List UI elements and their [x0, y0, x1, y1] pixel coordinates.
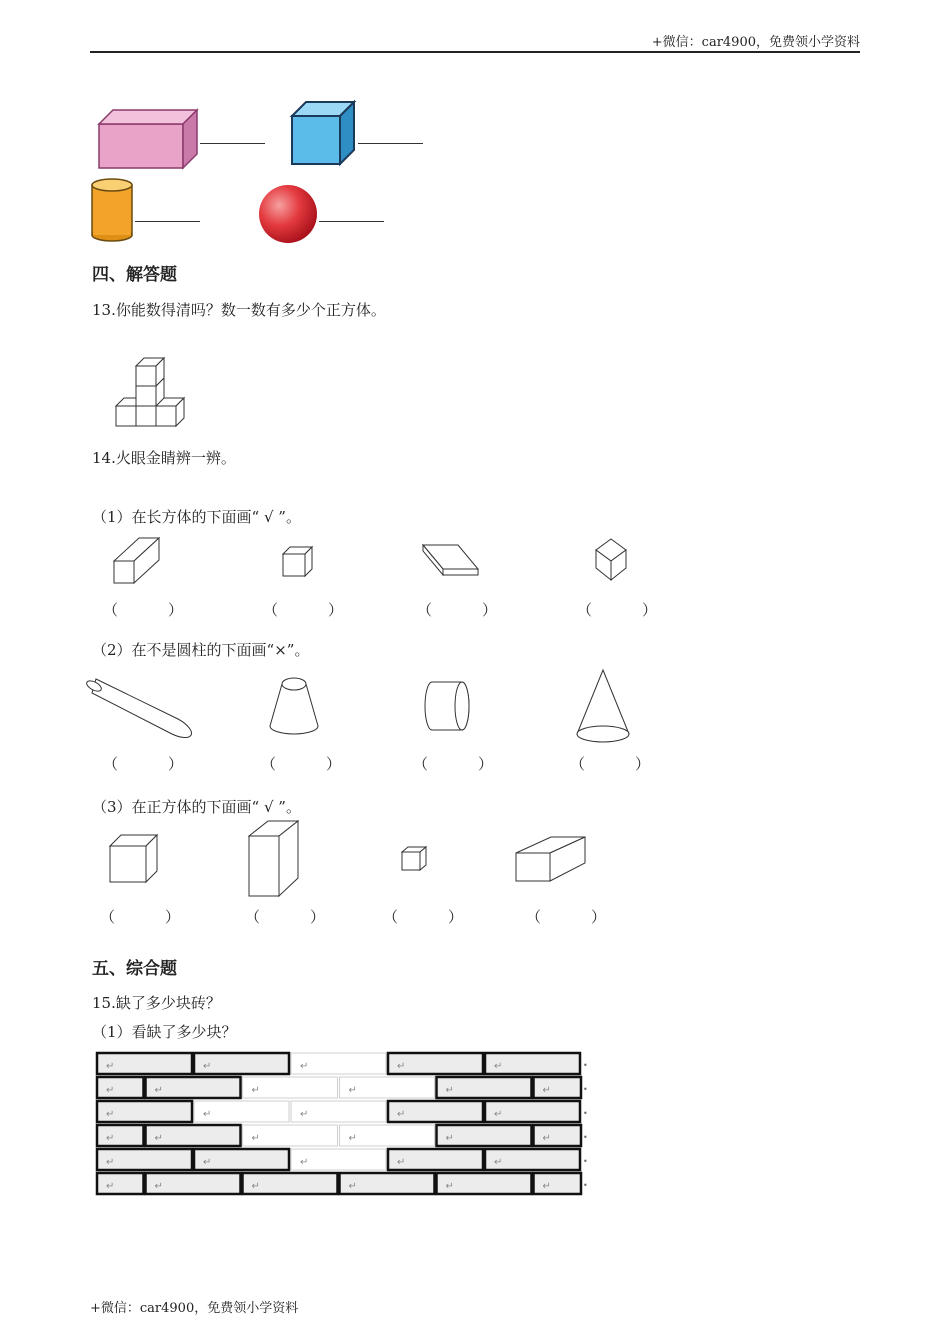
- brick-mark: ↵: [348, 1133, 357, 1144]
- answer-paren-3-3[interactable]: （ ）: [383, 908, 463, 926]
- stacked-cubes-figure: [114, 360, 188, 428]
- brick: [97, 1125, 144, 1146]
- brick: [534, 1125, 582, 1146]
- row-end-mark: •: [583, 1085, 588, 1094]
- brick-mark: ↵: [154, 1181, 163, 1192]
- brick-mark: ↵: [300, 1061, 309, 1072]
- brick-mark: ↵: [300, 1157, 309, 1168]
- brick-mark: ↵: [494, 1061, 503, 1072]
- answer-paren-2-4[interactable]: （ ）: [570, 755, 650, 773]
- answer-paren-1-4[interactable]: （ ）: [577, 601, 657, 619]
- option-1-3-flat-cuboid: [422, 543, 482, 579]
- brick-mark: ↵: [203, 1061, 212, 1072]
- brick-mark: ↵: [154, 1133, 163, 1144]
- brick-mark: ↵: [106, 1181, 115, 1192]
- row-end-mark: •: [583, 1157, 588, 1166]
- brick-mark: ↵: [106, 1061, 115, 1072]
- brick-mark: ↵: [542, 1181, 551, 1192]
- brick-mark: ↵: [251, 1181, 260, 1192]
- answer-paren-3-4[interactable]: （ ）: [526, 908, 606, 926]
- brick-mark: ↵: [542, 1085, 551, 1096]
- question-14-part-3: （3）在正方体的下面画“ √ ”。: [92, 798, 301, 816]
- header-divider: [90, 51, 860, 53]
- question-14-part-1: （1）在长方体的下面画“ √ ”。: [92, 508, 301, 526]
- brick-mark: ↵: [397, 1109, 406, 1120]
- option-3-4-cuboid: [515, 835, 587, 883]
- brick-mark: ↵: [203, 1109, 212, 1120]
- brick-mark: ↵: [106, 1109, 115, 1120]
- footer-note: +微信：car4900，免费领小学资料: [90, 1301, 299, 1316]
- brick-mark: ↵: [445, 1133, 454, 1144]
- cuboid-pink-figure: [97, 108, 197, 170]
- section-title-5: 五、综合题: [92, 959, 177, 979]
- brick-mark: ↵: [397, 1157, 406, 1168]
- option-3-1-cube: [109, 834, 159, 884]
- option-2-4-cone: [575, 668, 631, 744]
- question-15: 15.缺了多少块砖？: [92, 994, 221, 1012]
- brick-mark: ↵: [251, 1085, 260, 1096]
- sphere-red-figure: [258, 184, 318, 244]
- brick-mark: ↵: [203, 1157, 212, 1168]
- question-15-part-1: （1）看缺了多少块？: [92, 1023, 237, 1041]
- answer-blank-cylinder[interactable]: [135, 221, 200, 222]
- answer-paren-2-3[interactable]: （ ）: [413, 755, 493, 773]
- row-end-mark: •: [583, 1133, 588, 1142]
- brick-mark: ↵: [445, 1181, 454, 1192]
- answer-paren-3-2[interactable]: （ ）: [245, 908, 325, 926]
- answer-blank-cuboid[interactable]: [200, 143, 265, 144]
- answer-paren-1-3[interactable]: （ ）: [417, 601, 497, 619]
- cube-blue-figure: [290, 100, 358, 168]
- header-note: +微信：car4900，免费领小学资料: [651, 35, 860, 50]
- option-1-2-cube: [282, 546, 314, 578]
- option-2-2-frustum: [268, 676, 320, 738]
- brick: [534, 1173, 582, 1194]
- answer-blank-cube[interactable]: [358, 143, 423, 144]
- brick-mark: ↵: [106, 1133, 115, 1144]
- brick-mark: ↵: [348, 1085, 357, 1096]
- question-13: 13.你能数得清吗？数一数有多少个正方体。: [92, 301, 386, 319]
- brick-mark: ↵: [348, 1181, 357, 1192]
- section-title-4: 四、解答题: [92, 265, 177, 285]
- question-14: 14.火眼金睛辨一辨。: [92, 449, 236, 467]
- brick-mark: ↵: [397, 1061, 406, 1072]
- answer-paren-3-1[interactable]: （ ）: [100, 908, 180, 926]
- cylinder-orange-figure: [90, 177, 134, 243]
- brick-mark: ↵: [445, 1085, 454, 1096]
- brick: [534, 1077, 582, 1098]
- option-3-2-tall-cuboid: [248, 820, 300, 898]
- brick: [97, 1173, 144, 1194]
- answer-blank-sphere[interactable]: [319, 221, 384, 222]
- brick-mark: ↵: [251, 1133, 260, 1144]
- brick-mark: ↵: [300, 1109, 309, 1120]
- option-3-3-small-cube: [401, 846, 429, 872]
- option-1-1-cuboid: [113, 537, 161, 585]
- brick-wall-figure: [96, 1050, 586, 1200]
- row-end-mark: •: [583, 1181, 588, 1190]
- answer-paren-1-2[interactable]: （ ）: [263, 601, 343, 619]
- row-end-mark: •: [583, 1061, 588, 1070]
- brick-mark: ↵: [154, 1085, 163, 1096]
- brick: [97, 1077, 144, 1098]
- answer-paren-2-1[interactable]: （ ）: [103, 755, 183, 773]
- question-14-part-2: （2）在不是圆柱的下面画“×”。: [92, 641, 310, 659]
- brick-mark: ↵: [494, 1109, 503, 1120]
- brick-mark: ↵: [542, 1133, 551, 1144]
- option-1-4-cube-tilted: [594, 538, 628, 582]
- answer-paren-2-2[interactable]: （ ）: [261, 755, 341, 773]
- answer-paren-1-1[interactable]: （ ）: [103, 601, 183, 619]
- brick-mark: ↵: [494, 1157, 503, 1168]
- row-end-mark: •: [583, 1109, 588, 1118]
- brick-mark: ↵: [106, 1157, 115, 1168]
- option-2-1-long-cylinder: [90, 675, 184, 737]
- option-2-3-cylinder-side: [422, 680, 470, 732]
- brick-mark: ↵: [106, 1085, 115, 1096]
